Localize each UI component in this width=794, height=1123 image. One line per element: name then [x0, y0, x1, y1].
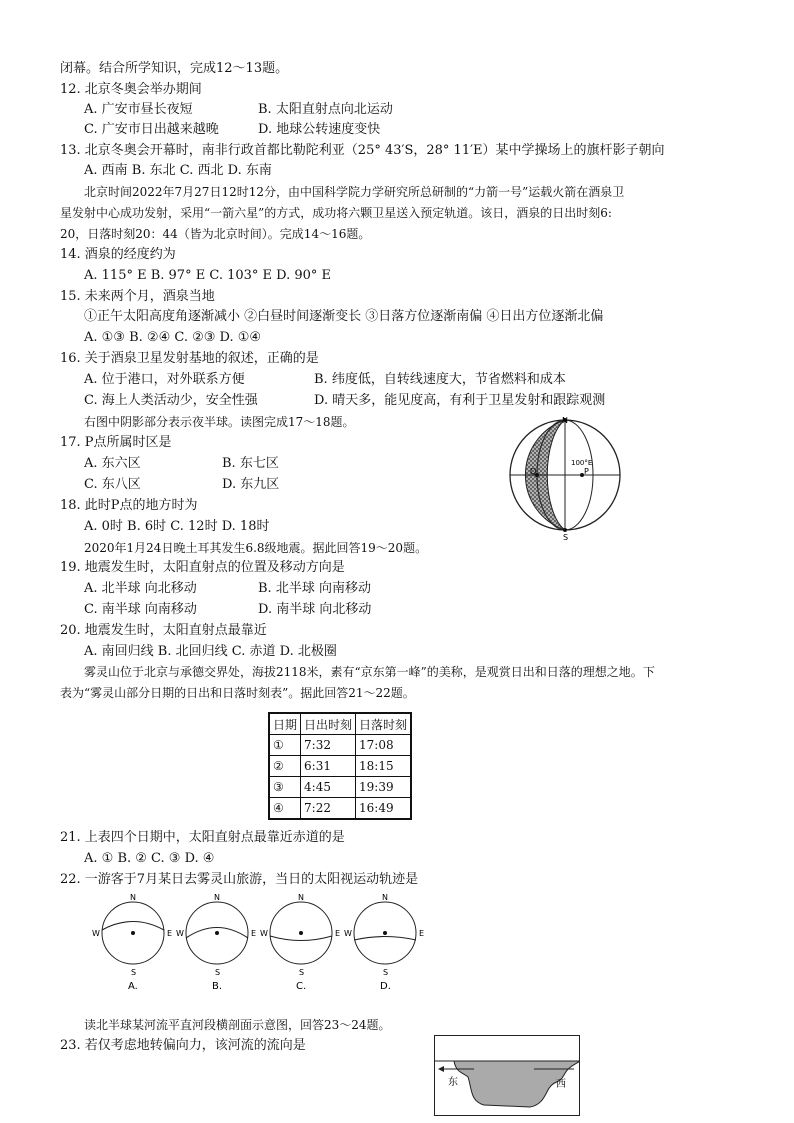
passage-19: 2020年1月24日晚土耳其发生6.8级地震。据此回答19～20题。 [84, 541, 428, 555]
table-row [269, 798, 411, 820]
q18-options: A. 0时 B. 6时 C. 12时 D. 18时 [84, 519, 270, 534]
table-cell: 18:15 [356, 756, 412, 777]
question-16: 16. 关于酒泉卫星发射基地的叙述，正确的是 [60, 351, 319, 366]
question-20: 20. 地震发生时，太阳直射点最靠近 [60, 623, 267, 638]
sun-path-a [92, 893, 172, 992]
dir-e: E [419, 929, 425, 938]
table-header: 日出时刻 [301, 713, 356, 735]
passage-23: 读北半球某河流平直河段横剖面示意图，回答23～24题。 [84, 1018, 391, 1032]
dir-w: W [344, 929, 352, 938]
q16-option-a: A. 位于港口，对外联系方便 [84, 372, 245, 387]
q19-option-b: B. 北半球 向南移动 [258, 581, 371, 596]
question-13: 13. 北京冬奥会开幕时，南非行政首都比勒陀利亚（25° 43′S，28° 11′E）某中学操场上的旗杆影子朝向 [60, 143, 665, 158]
dir-w: W [92, 929, 100, 938]
q17-option-c: C. 东八区 [84, 477, 141, 492]
q14-options: A. 115° E B. 97° E C. 103° E D. 90° E [84, 268, 332, 283]
dir-e: E [167, 929, 173, 938]
q16-option-d: D. 晴天多，能见度高，有利于卫星发射和跟踪观测 [314, 393, 606, 408]
option-label: A. [128, 981, 138, 992]
table-cell: 4:45 [301, 777, 356, 798]
dir-e: E [251, 929, 257, 938]
passage-21-line1: 雾灵山位于北京与承德交界处，海拔2118米，素有“京东第一峰”的美称，是观赏日出和日落的理想之地。下 [84, 665, 655, 679]
sun-path-diagrams [88, 893, 438, 993]
table-cell: 16:49 [356, 798, 412, 820]
q19-option-d: D. 南半球 向北移动 [258, 602, 372, 617]
table-cell: 7:22 [301, 798, 356, 820]
table-cell: ② [269, 756, 301, 777]
q17-option-a: A. 东六区 [84, 456, 141, 471]
question-22: 22. 一游客于7月某日去雾灵山旅游，当日的太阳视运动轨迹是 [60, 872, 419, 887]
north-label: N [562, 416, 568, 425]
south-label: S [563, 533, 569, 542]
q15-options: A. ①③ B. ②④ C. ②③ D. ①④ [84, 330, 262, 345]
passage-14-line1: 北京时间2022年7月27日12时12分，由中国科学院力学研究所总研制的“力箭一号”运载火箭在酒泉卫 [84, 185, 625, 199]
table-cell: ④ [269, 798, 301, 820]
question-14: 14. 酒泉的经度约为 [60, 247, 176, 262]
passage-14-line2: 星发射中心成功发射，采用“一箭六星”的方式，成功将六颗卫星送入预定轨道。该日，酒泉的日出时刻6: [60, 206, 612, 220]
q13-options: A. 西南 B. 东北 C. 西北 D. 东南 [84, 163, 272, 178]
p-label: P [584, 467, 589, 476]
option-label: B. [212, 981, 223, 992]
passage-14-line3: 20，日落时刻20：44（皆为北京时间）。完成14～16题。 [60, 227, 371, 241]
table-cell: 19:39 [356, 777, 412, 798]
table-cell: 17:08 [356, 735, 412, 756]
passage-21-line2: 表为“雾灵山部分日期的日出和日落时刻表”。据此回答21～22题。 [60, 686, 415, 700]
q19-option-a: A. 北半球 向北移动 [84, 581, 197, 596]
q12-option-b: B. 太阳直射点向北运动 [258, 102, 393, 117]
table-row [269, 756, 411, 777]
table-cell: ③ [269, 777, 301, 798]
east-label: 东 [448, 1077, 458, 1088]
intro-line: 闭幕。结合所学知识，完成12～13题。 [60, 61, 289, 76]
dir-e: E [335, 929, 341, 938]
dir-s: S [383, 968, 389, 977]
table-header: 日期 [269, 713, 301, 735]
dir-s: S [299, 968, 305, 977]
passage-17: 右图中阴影部分表示夜半球。读图完成17～18题。 [84, 415, 355, 429]
question-15: 15. 未来两个月，酒泉当地 [60, 289, 215, 304]
dir-w: W [176, 929, 184, 938]
q21-options: A. ① B. ② C. ③ D. ④ [84, 851, 215, 866]
river-cross-section [434, 1035, 580, 1117]
option-label: C. [296, 981, 307, 992]
sunrise-sunset-table [268, 712, 412, 820]
q16-option-b: B. 纬度低，自转线速度大，节省燃料和成本 [314, 372, 566, 387]
dir-n: N [214, 893, 220, 902]
q12-option-c: C. 广安市日出越来越晚 [84, 122, 219, 137]
q12-option-a: A. 广安市昼长夜短 [84, 102, 193, 117]
q15-statements: ①正午太阳高度角逐渐减小 ②白昼时间逐渐变长 ③日落方位逐渐南偏 ④日出方位逐渐北偏 [84, 309, 604, 324]
question-17: 17. P点所属时区是 [60, 435, 172, 450]
dir-n: N [298, 893, 304, 902]
q-label: Q [530, 467, 537, 476]
dir-s: S [131, 968, 137, 977]
question-21: 21. 上表四个日期中，太阳直射点最靠近赤道的是 [60, 830, 345, 845]
q20-options: A. 南回归线 B. 北回归线 C. 赤道 D. 北极圈 [84, 644, 337, 659]
longitude-label: 100°E [571, 459, 593, 467]
q19-option-c: C. 南半球 向南移动 [84, 602, 197, 617]
question-23: 23. 若仅考虑地转偏向力，该河流的流向是 [60, 1038, 306, 1053]
q17-option-d: D. 东九区 [222, 477, 280, 492]
dir-n: N [130, 893, 136, 902]
option-label: D. [380, 981, 391, 992]
sun-path-b [176, 893, 256, 992]
table-header: 日落时刻 [356, 713, 412, 735]
west-label: 西 [556, 1079, 566, 1090]
dir-n: N [382, 893, 388, 902]
sun-path-d [344, 893, 424, 992]
dir-s: S [215, 968, 221, 977]
table-cell: ① [269, 735, 301, 756]
night-hemisphere-globe [505, 415, 635, 545]
sun-path-c [260, 893, 340, 992]
question-12: 12. 北京冬奥会举办期间 [60, 82, 202, 97]
table-cell: 7:32 [301, 735, 356, 756]
table-header-row [269, 713, 411, 735]
table-row [269, 777, 411, 798]
question-18: 18. 此时P点的地方时为 [60, 498, 198, 513]
dir-w: W [260, 929, 268, 938]
table-row [269, 735, 411, 756]
q17-option-b: B. 东七区 [222, 456, 279, 471]
q12-option-d: D. 地球公转速度变快 [258, 122, 381, 137]
question-19: 19. 地震发生时，太阳直射点的位置及移动方向是 [60, 560, 345, 575]
table-cell: 6:31 [301, 756, 356, 777]
q16-option-c: C. 海上人类活动少，安全性强 [84, 393, 258, 408]
